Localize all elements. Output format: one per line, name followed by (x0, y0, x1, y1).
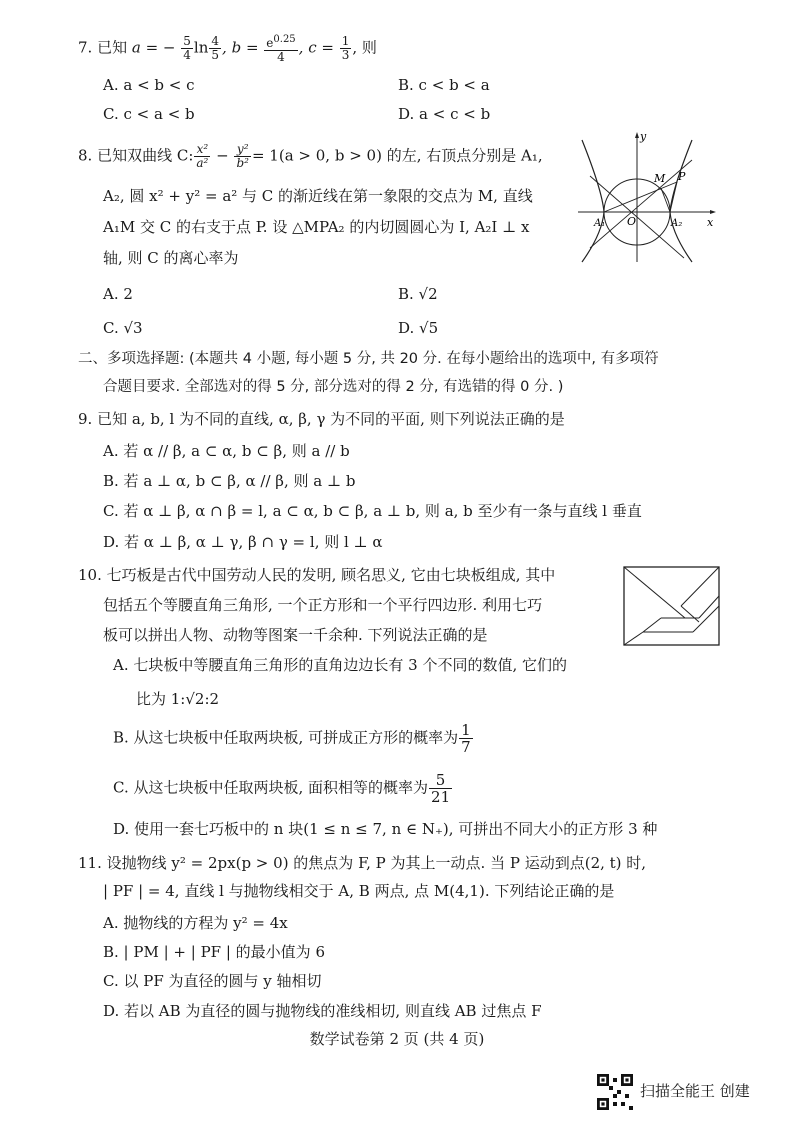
q7-stem (78, 33, 377, 64)
q10-line2: 包括五个等腰直角三角形, 一个正方形和一个平行四边形. 利用七巧 (103, 596, 543, 614)
q8-line4: 轴, 则 C 的离心率为 (103, 249, 239, 267)
q8-option-a: A. 2 (103, 285, 133, 303)
q7-a-frac1: $\frac{5}{4}$ (183, 34, 191, 62)
q10-option-d: D. 使用一套七巧板中的 n 块(1 ≤ n ≤ 7, n ∈ N₊), 可拼出不同大小的正方形 3 种 (113, 820, 658, 838)
section2-heading: 二、多项选择题: (本题共 4 小题, 每小题 5 分, 共 20 分. 在每小题给出的选项中, 有多项符 (78, 351, 659, 367)
q9-option-c: C. 若 α ⊥ β, α ∩ β = l, a ⊂ α, b ⊂ β, a ⊥ b, 则 a, b 至少有一条与直线 l 垂直 (103, 502, 642, 520)
q9-stem: 9. 已知 a, b, l 为不同的直线, α, β, γ 为不同的平面, 则下列说法正确的是 (78, 410, 565, 428)
q11-option-b: B. | PM | + | PF | 的最小值为 6 (103, 943, 325, 961)
fig-right-branch (670, 140, 692, 262)
fig-left-branch (582, 140, 604, 262)
q11-line2: | PF | = 4, 直线 l 与抛物线相交于 A, B 两点, 点 M(4,1). 下列结论正确的是 (103, 882, 615, 900)
q10-option-a-cont: 比为 1:√2:2 (136, 690, 220, 708)
tangram-figure (623, 566, 720, 646)
q8-option-c: C. √3 (103, 319, 143, 337)
qr-code-icon (597, 1074, 633, 1110)
q10-b-frac: $\frac{1}{7}$ (461, 721, 471, 756)
fig-label-o: O (627, 215, 637, 228)
q7-c-def: , c = (298, 38, 334, 57)
q10-line1: 10. 七巧板是古代中国劳动人民的发明, 顾名思义, 它由七块板组成, 其中 (78, 566, 556, 584)
q7-option-c: C. c < a < b (103, 105, 195, 123)
q10-c-frac: $\frac{5}{21}$ (431, 771, 451, 806)
q7-ln: ln (193, 38, 209, 57)
q9-option-d: D. 若 α ⊥ β, α ⊥ γ, β ∩ γ = l, 则 l ⊥ α (103, 533, 383, 551)
q10-option-b: B. 从这七块板中任取两块板, 可拼成正方形的概率为 $\frac{1}{7}$ (113, 721, 471, 756)
tangram-seg-1 (681, 606, 699, 622)
q7-a-def: a = − (131, 38, 176, 57)
q11-option-a: A. 抛物线的方程为 y² = 4x (103, 914, 288, 932)
fig-label-x: x (707, 216, 714, 229)
tangram-seg-6 (699, 596, 719, 618)
fig-line-pa2 (670, 182, 677, 212)
fig-label-p: P (678, 170, 686, 183)
q7-c-frac: $\frac{1}{3}$ (341, 34, 350, 62)
q7-option-a: A. a < b < c (103, 76, 195, 94)
q7-b-frac: $\frac{e^{0.25}}{4}$ (266, 34, 296, 64)
fig-label-a2: A₂ (671, 218, 683, 229)
tangram-diag-2 (681, 567, 719, 606)
q8-frac-y: $\frac{\text{y²}}{\text{b²}}$ (236, 142, 249, 170)
q7-option-d: D. a < c < b (398, 105, 491, 123)
fig-line-ma2 (661, 188, 670, 212)
q11-option-d: D. 若以 AB 为直径的圆与抛物线的准线相切, 则直线 AB 过焦点 F (103, 1002, 542, 1020)
q7-a-frac2: $\frac{4}{5}$ (211, 34, 220, 62)
q8-option-b: B. √2 (398, 285, 438, 303)
q9-option-a: A. 若 α // β, a ⊂ α, b ⊂ β, 则 a // b (103, 442, 350, 460)
q7-tail: , 则 (352, 38, 377, 57)
tangram-seg-3 (643, 618, 661, 632)
fig-label-y: y (640, 130, 647, 143)
fig-label-m: M (654, 172, 666, 185)
q8-line1: 8. 已知双曲线 C: $\frac{\text{x²}}{\text{a²}}$ − $\frac{\text{y²}}{\text{b²}}$ = 1(a > 0, b > 0) 的左, 右顶点分别是 A₁, (78, 142, 543, 170)
q11-option-c: C. 以 PF 为直径的圆与 y 轴相切 (103, 972, 322, 990)
fig-label-a1: A₁ (594, 218, 606, 229)
q8-option-d: D. √5 (398, 319, 439, 337)
q8-frac-x: $\frac{\text{x²}}{\text{a²}}$ (196, 142, 209, 170)
q8-line3: A₁M 交 C 的右支于点 P. 设 △MPA₂ 的内切圆圆心为 I, A₂I ⊥ x (103, 218, 530, 236)
q10-line3: 板可以拼出人物、动物等图案一千余种. 下列说法正确的是 (103, 626, 488, 644)
q10-option-c: C. 从这七块板中任取两块板, 面积相等的概率为 $\frac{5}{21}$ (113, 771, 451, 806)
q11-line1: 11. 设抛物线 y² = 2px(p > 0) 的焦点为 F, P 为其上一动点. 当 P 运动到点(2, t) 时, (78, 854, 647, 872)
q7-b-def: , b = (222, 38, 259, 57)
scanner-brand-text: 扫描全能王 创建 (640, 1082, 750, 1100)
q7-number: 7. 已知 (78, 38, 128, 57)
tangram-seg-7 (624, 632, 643, 645)
q8-line2: A₂, 圆 x² + y² = a² 与 C 的渐近线在第一象限的交点为 M, 直线 (103, 187, 533, 205)
tangram-diag-1 (624, 567, 685, 618)
q7-option-b: B. c < b < a (398, 76, 490, 94)
q10-option-a: A. 七块板中等腰直角三角形的直角边边长有 3 个不同的数值, 它们的 (113, 656, 567, 674)
q9-option-b: B. 若 a ⊥ α, b ⊂ β, α // β, 则 a ⊥ b (103, 472, 356, 490)
hyperbola-figure (574, 130, 724, 265)
section2-heading-cont: 合题目要求. 全部选对的得 5 分, 部分选对的得 2 分, 有选错的得 0 分. ) (103, 379, 564, 395)
page-footer: 数学试卷第 2 页 (共 4 页) (309, 1030, 485, 1048)
